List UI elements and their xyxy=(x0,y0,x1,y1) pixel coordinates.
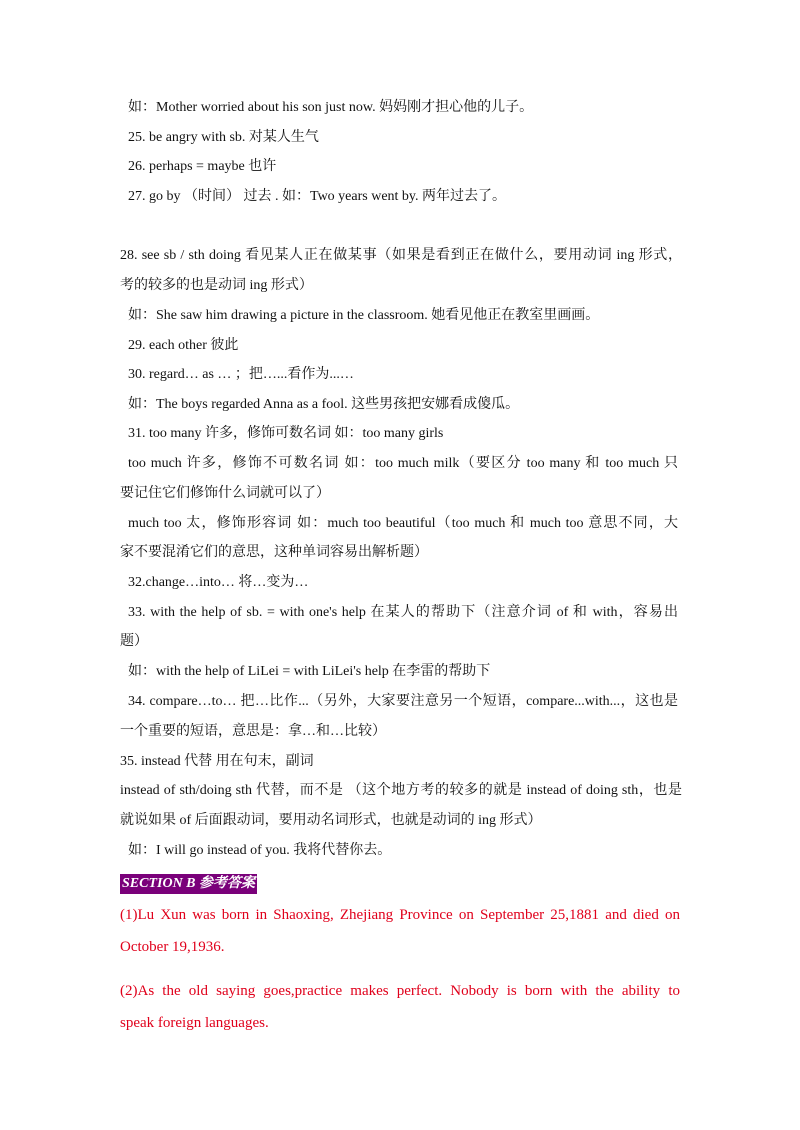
phrase-34: 34. compare…to… 把…比作...（另外，大家要注意另一个短语，compare...with...，这也是 xyxy=(128,694,678,709)
phrase-instead-of: instead of sth/doing sth 代替，而不是 （这个地方考的较多的就是 instead of doing sth，也是 xyxy=(120,783,682,798)
phrase-instead-of-cont: 就说如果 of 后面跟动词，要用动名词形式，也就是动词的 ing 形式） xyxy=(120,813,542,828)
phrase-28-cont: 考的较多的也是动词 ing 形式） xyxy=(120,278,313,293)
phrase-32: 32.change…into… 将…变为… xyxy=(128,575,309,590)
example-saw: 如：She saw him drawing a picture in the classroom. 她看见他正在教室里画画。 xyxy=(128,308,600,323)
phrase-33-cont: 题） xyxy=(120,634,148,649)
answer-1-line-2: October 19,1936. xyxy=(120,939,225,955)
phrase-31: 31. too many 许多，修饰可数名词 如：too many girls xyxy=(128,426,444,441)
phrase-29: 29. each other 彼此 xyxy=(128,338,239,353)
phrase-34-cont: 一个重要的短语，意思是：拿…和…比较） xyxy=(120,724,386,739)
example-instead: 如：I will go instead of you. 我将代替你去。 xyxy=(128,843,392,858)
phrase-too-much: too much 许多，修饰不可数名词 如：too much milk（要区分 too many 和 too much 只 xyxy=(128,456,678,471)
phrase-33: 33. with the help of sb. = with one's help 在某人的帮助下（注意介词 of 和 with，容易出 xyxy=(128,605,678,620)
phrase-28: 28. see sb / sth doing 看见某人正在做某事（如果是看到正在做什么，要用动词 ing 形式， xyxy=(120,248,682,263)
phrase-27: 27. go by （时间） 过去 . 如：Two years went by. 两年过去了。 xyxy=(128,189,507,204)
phrase-35: 35. instead 代替 用在句末，副词 xyxy=(120,754,314,769)
section-b-title: SECTION B 参考答案 xyxy=(120,874,257,894)
answer-2-line-1: (2)As the old saying goes,practice makes perfect. Nobody is born with the ability to xyxy=(120,983,680,999)
phrase-much-too-cont: 家不要混淆它们的意思，这种单词容易出解析题） xyxy=(120,545,428,560)
answer-1-line-1: (1)Lu Xun was born in Shaoxing, Zhejiang Province on September 25,1881 and died on xyxy=(120,907,680,923)
phrase-30: 30. regard… as … ；把…...看作为...… xyxy=(128,367,354,382)
example-regarded: 如：The boys regarded Anna as a fool. 这些男孩把安娜看成傻瓜。 xyxy=(128,397,520,412)
answer-2-line-2: speak foreign languages. xyxy=(120,1015,269,1031)
example-worried: 如：Mother worried about his son just now. 妈妈刚才担心他的儿子。 xyxy=(128,100,534,115)
example-lilei: 如：with the help of LiLei = with LiLei's help 在李雷的帮助下 xyxy=(128,664,491,679)
phrase-26: 26. perhaps = maybe 也许 xyxy=(128,159,277,174)
phrase-too-much-cont: 要记住它们修饰什么词就可以了） xyxy=(120,486,330,501)
phrase-much-too: much too 太，修饰形容词 如：much too beautiful（too much 和 much too 意思不同，大 xyxy=(128,516,678,531)
phrase-25: 25. be angry with sb. 对某人生气 xyxy=(128,130,319,145)
